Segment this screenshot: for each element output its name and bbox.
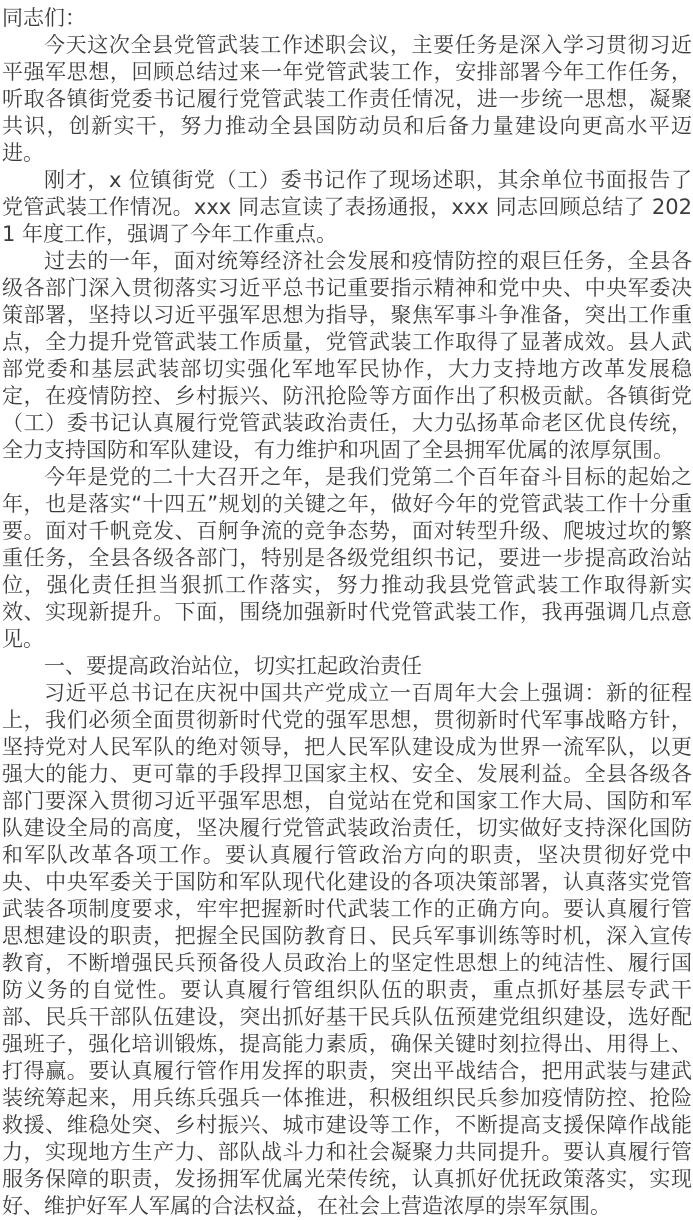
paragraph-meeting-purpose: 今天这次全县党管武装工作述职会议，主要任务是深入学习贯彻习近平强军思想，回顾总结过来一年党管武装工作，安排部署今年工作任务，听取各镇街党委书记履行党管武装工作责任情况，进一步统一思想，凝聚共识，创新实干，努力推动全县国防动员和后备力量建设向更高水平迈进。 [2,33,692,165]
paragraph-meeting-proceedings: 刚才，x 位镇街党（工）委书记作了现场述职，其余单位书面报告了党管武装工作情况。xxx 同志宣读了表扬通报，xxx 同志回顾总结了 2021 年度工作，强调了今年工作重点。 [2,168,692,246]
paragraph-past-year-review: 过去的一年，面对统筹经济社会发展和疫情防控的艰巨任务，全县各级各部门深入贯彻落实习近平总书记重要指示精神和党中央、中央军委决策部署，坚持以习近平强军思想为指导，聚焦军事斗争准备，突出工作重点，全力提升党管武装工作质量，党管武装工作取得了显著成效。县人武部党委和基层武装部切实强化军地军民协作，大力支持地方改革发展稳定，在疫情防控、乡村振兴、防汛抢险等方面作出了积极贡献。各镇街党（工）委书记认真履行党管武装政治责任，大力弘扬革命老区优良传统，全力支持国防和军队建设，有力维护和巩固了全县拥军优属的浓厚氛围。 [2,249,692,462]
section-heading-1: 一、要提高政治站位，切实扛起政治责任 [44,654,422,678]
salutation: 同志们： [2,6,86,30]
paragraph-current-year-outlook: 今年是党的二十大召开之年，是我们党第二个百年奋斗目标的起始之年，也是落实“十四五”规划的关键之年，做好今年的党管武装工作十分重要。面对千帆竞发、百舸争流的竞争态势，面对转型升级、爬坡过坎的繁重任务，全县各级各部门，特别是各级党组织书记，要进一步提高政治站位，强化责任担当狠抓工作落实，努力推动我县党管武装工作取得新实效、实现新提升。下面，围绕加强新时代党管武装工作，我再强调几点意见。 [2,465,692,651]
paragraph-section-1-content: 习近平总书记在庆祝中国共产党成立一百周年大会上强调：新的征程上，我们必须全面贯彻新时代党的强军思想，贯彻新时代军事战略方针，坚持党对人民军队的绝对领导，把人民军队建设成为世界一流军队，以更强大的能力、更可靠的手段捍卫国家主权、安全、发展利益。全县各级各部门要深入贯彻习近平强军思想，自觉站在党和国家工作大局、国防和军队建设全局的高度，坚决履行党管武装政治责任，切实做好支持深化国防和军队改革各项工作。要认真履行管政治方向的职责，坚决贯彻好党中央、中央军委关于国防和军队现代化建设的各项决策部署，认真落实党管武装各项制度要求，牢牢把握新时代武装工作的正确方向。要认真履行管思想建设的职责，把握全民国防教育日、民兵军事训练等时机，深入宣传教育，不断增强民兵预备役人员政治上的坚定性思想上的纯洁性、履行国防义务的自觉性。要认真履行管组织队伍的职责，重点抓好基层专武干部、民兵干部队伍建设，突出抓好基干民兵队伍预建党组织建设，选好配强班子，强化培训锻炼，提高能力素质，确保关键时刻拉得出、用得上、打得赢。要认真履行管作用发挥的职责，突出平战结合，把用武装与建武装统筹起来，用兵练兵强兵一体推进，积极组织民兵参加疫情防控、抢险救援、维稳处突、乡村振兴、城市建设等工作，不断提高支援保障作战能力，实现地方生产力、部队战斗力和社会凝聚力共同提升。要认真履行管服务保障的职责，发扬拥军优属光荣传统，认真抓好优抚政策落实，实现好、维护好军人军属的合法权益，在社会上营造浓厚的崇军氛围。 [2,681,692,1218]
